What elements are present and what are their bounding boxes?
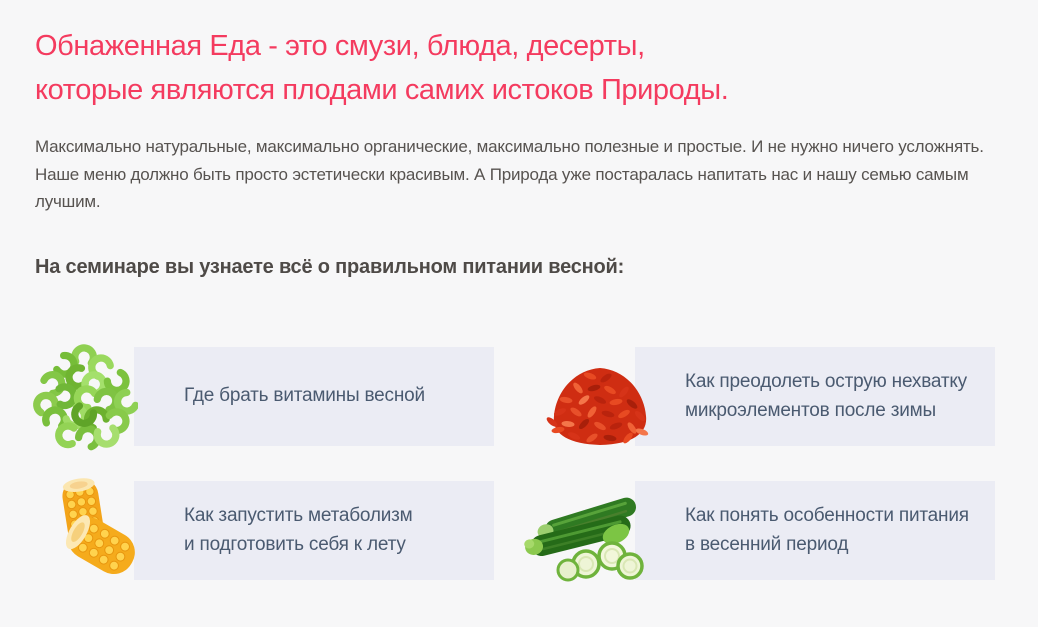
feature-card-label: и подготовить себя к лету	[184, 533, 406, 555]
feature-card-metabolism	[134, 481, 494, 580]
intro-line-3: лучшим.	[35, 192, 101, 211]
intro-line-2: Наше меню должно быть просто эстетически красивым. А Природа уже постаралась напитать нас и нашу семью самым	[35, 164, 969, 184]
page-title-line-1: Обнаженная Еда - это смузи, блюда, десерты,	[35, 30, 645, 62]
celery-image	[30, 338, 138, 454]
feature-card-label: Как преодолеть острую нехватку	[685, 371, 967, 392]
feature-card-label: микроэлементов после зимы	[685, 399, 936, 421]
feature-card-vitamins	[134, 347, 494, 446]
intro-line-1: Максимально натуральные, максимально органические, максимально полезные и простые. И не нужно ничего усложнять.	[35, 137, 984, 156]
page-title	[35, 24, 728, 112]
feature-card-microelements	[635, 347, 995, 446]
feature-card-label: Как понять особенности питания	[685, 505, 969, 526]
page-title-line-2: которые являются плодами самих истоков Природы.	[35, 74, 729, 106]
feature-card-label: в весенний период	[685, 533, 849, 555]
feature-card-label: Где брать витамины весной	[184, 385, 425, 407]
feature-card-label: Как запустить метаболизм	[184, 505, 413, 526]
zucchini-image	[524, 478, 650, 584]
corn-image	[28, 472, 142, 586]
feature-card-spring-nutrition	[635, 481, 995, 580]
seminar-section-heading: На семинаре вы узнаете всё о правильном питании весной:	[35, 256, 625, 278]
goji-berries-image	[544, 346, 656, 454]
intro-paragraph	[35, 133, 984, 216]
